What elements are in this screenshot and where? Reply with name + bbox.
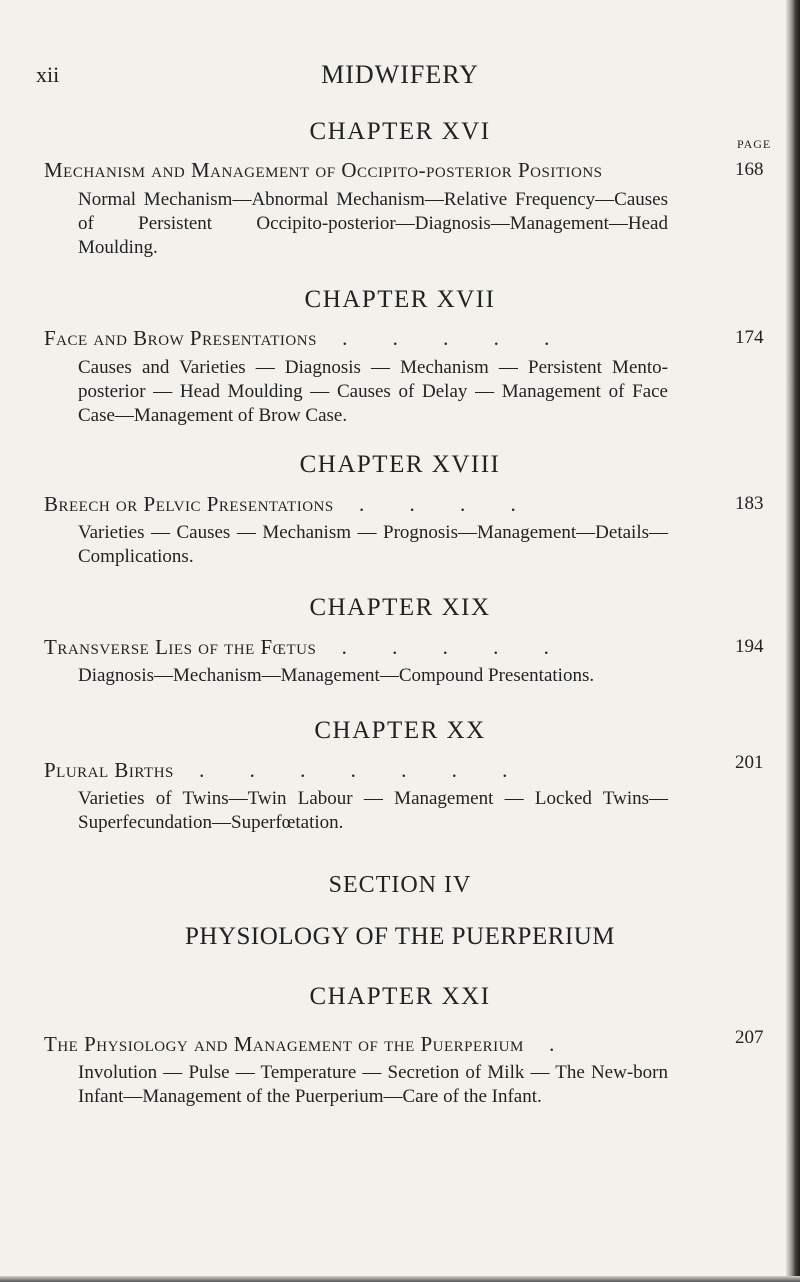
chapter-description: Causes and Varieties — Diagnosis — Mechanism — Persistent Mento-posterior — Head Moulding — Causes of Delay — Management of Face Case—Management of Brow Case. (78, 357, 668, 426)
chapter-page-number: 194 (735, 636, 764, 657)
chapter-page-number: 207 (735, 1027, 764, 1048)
chapter-description: Involution — Pulse — Temperature — Secretion of Milk — The New-born Infant—Management of the Puerperium—Care of the Infant. (78, 1062, 668, 1107)
chapter-page-number: 201 (735, 752, 764, 773)
chapter-page-number: 168 (735, 159, 764, 180)
chapter-title: Transverse Lies of the Fœtus . . . . . (44, 635, 569, 659)
chapter-heading: CHAPTER XVII (304, 286, 496, 313)
page-edge-shadow (786, 0, 800, 1282)
chapter-heading: CHAPTER XVI (309, 118, 491, 145)
chapter-heading: CHAPTER XIX (309, 594, 491, 621)
chapter-title: Mechanism and Management of Occipito-posterior Positions (44, 158, 603, 182)
chapter-description: Diagnosis—Mechanism—Management—Compound Presentations. (78, 665, 595, 686)
chapter-heading: CHAPTER XXI (309, 983, 491, 1010)
section-title: PHYSIOLOGY OF THE PUERPERIUM (184, 923, 615, 950)
page-bottom-edge (0, 1276, 800, 1282)
running-title: MIDWIFERY (321, 60, 479, 89)
chapter-description: Varieties — Causes — Mechanism — Prognosis—Management—Details—Complications. (78, 522, 668, 567)
chapter-page-number: 183 (735, 493, 764, 514)
page-column-label: PAGE (737, 137, 772, 151)
chapter-title: Plural Births . . . . . . . (44, 758, 528, 782)
chapter-heading: CHAPTER XX (314, 717, 486, 744)
section-heading: SECTION IV (328, 872, 472, 898)
chapter-title: Face and Brow Presentations . . . . . (44, 326, 570, 350)
page-number: xii (36, 62, 60, 87)
chapter-page-number: 174 (735, 327, 764, 348)
chapter-description: Normal Mechanism—Abnormal Mechanism—Relative Frequency—Causes of Persistent Occipito-posterior—Diagnosis—Management—Head Moulding. (78, 189, 668, 258)
chapter-title: The Physiology and Management of the Puerperium . (44, 1032, 575, 1056)
chapter-description: Varieties of Twins—Twin Labour — Management — Locked Twins—Superfecundation—Superfœtation. (78, 788, 668, 833)
chapter-title: Breech or Pelvic Presentations . . . . (44, 492, 536, 516)
chapter-heading: CHAPTER XVIII (299, 451, 501, 478)
